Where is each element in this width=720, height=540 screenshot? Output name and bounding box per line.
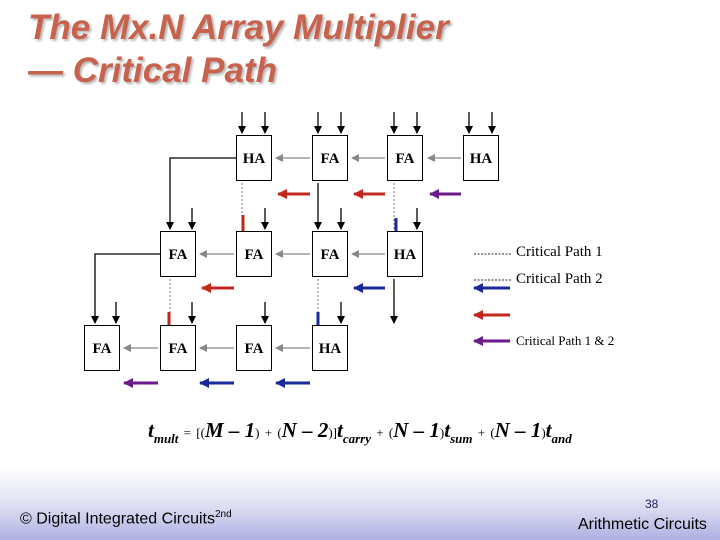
- formula-n-minus-1-b: N – 1: [494, 418, 542, 442]
- footer-edition: 2nd: [214, 509, 232, 520]
- formula-sum-subscript: sum: [450, 431, 473, 446]
- formula-open-1: [(: [196, 425, 205, 440]
- formula-t-carry: t: [337, 418, 343, 442]
- footer-copyright-text: © Digital Integrated Circuits: [20, 510, 215, 528]
- formula-t-mult: t: [148, 418, 154, 442]
- footer-topic: Arithmetic Circuits: [578, 516, 707, 533]
- cell-r2c1: FA: [160, 231, 196, 277]
- legend-label-path-2: Critical Path 2: [516, 271, 603, 287]
- cell-r2c4: HA: [387, 231, 423, 277]
- formula-open-3: (: [388, 425, 394, 440]
- formula-close-2: )]: [328, 425, 337, 440]
- cell-r1c1: HA: [236, 135, 272, 181]
- critical-path-1-arrows: [169, 194, 385, 357]
- formula-t-and: t: [545, 418, 552, 442]
- cell-r2c3: FA: [312, 231, 348, 277]
- page-number: 38: [645, 497, 659, 511]
- formula-mult-subscript: mult: [153, 431, 179, 446]
- cell-r2c2: FA: [236, 231, 272, 277]
- formula-close-4: ): [541, 425, 546, 440]
- formula-t-sum: t: [444, 418, 451, 442]
- title-line-1: The Mx.N Array Multiplier: [28, 8, 449, 47]
- critical-path-2-arrows: [200, 218, 396, 383]
- formula-plus-1: +: [264, 425, 273, 440]
- cell-r1c2: FA: [312, 135, 348, 181]
- cell-r1c3: FA: [387, 135, 423, 181]
- cell-r3c1: FA: [84, 325, 120, 371]
- formula-plus-2: +: [376, 425, 384, 440]
- formula-open-2: (: [277, 425, 282, 440]
- legend-label-path-1: Critical Path 1: [516, 244, 603, 260]
- cell-r3c2: FA: [160, 325, 196, 371]
- formula-and-subscript: and: [551, 431, 572, 446]
- cell-r3c3: FA: [236, 325, 272, 371]
- formula-n-minus-2: N – 2: [281, 418, 329, 442]
- formula-close-1: ): [255, 425, 260, 440]
- delay-formula: [148, 418, 572, 447]
- formula-equals: =: [183, 425, 192, 440]
- input-arrows: [116, 112, 492, 323]
- title-line-2: — Critical Path: [28, 51, 277, 90]
- formula-close-3: ): [439, 425, 445, 440]
- cell-r3c4: HA: [312, 325, 348, 371]
- formula-carry-subscript: carry: [342, 431, 372, 446]
- formula-m-minus-1: M – 1: [204, 418, 256, 442]
- cell-r1c4: HA: [463, 135, 499, 181]
- footer-copyright: [20, 509, 232, 528]
- formula-plus-3: +: [477, 425, 486, 440]
- legend-swatches: [474, 254, 512, 341]
- formula-open-4: (: [490, 425, 495, 440]
- formula-n-minus-1: N – 1: [393, 418, 440, 442]
- dashed-sum-paths: [170, 183, 394, 323]
- legend-label-path-1-and-2: Critical Path 1 & 2: [516, 333, 615, 348]
